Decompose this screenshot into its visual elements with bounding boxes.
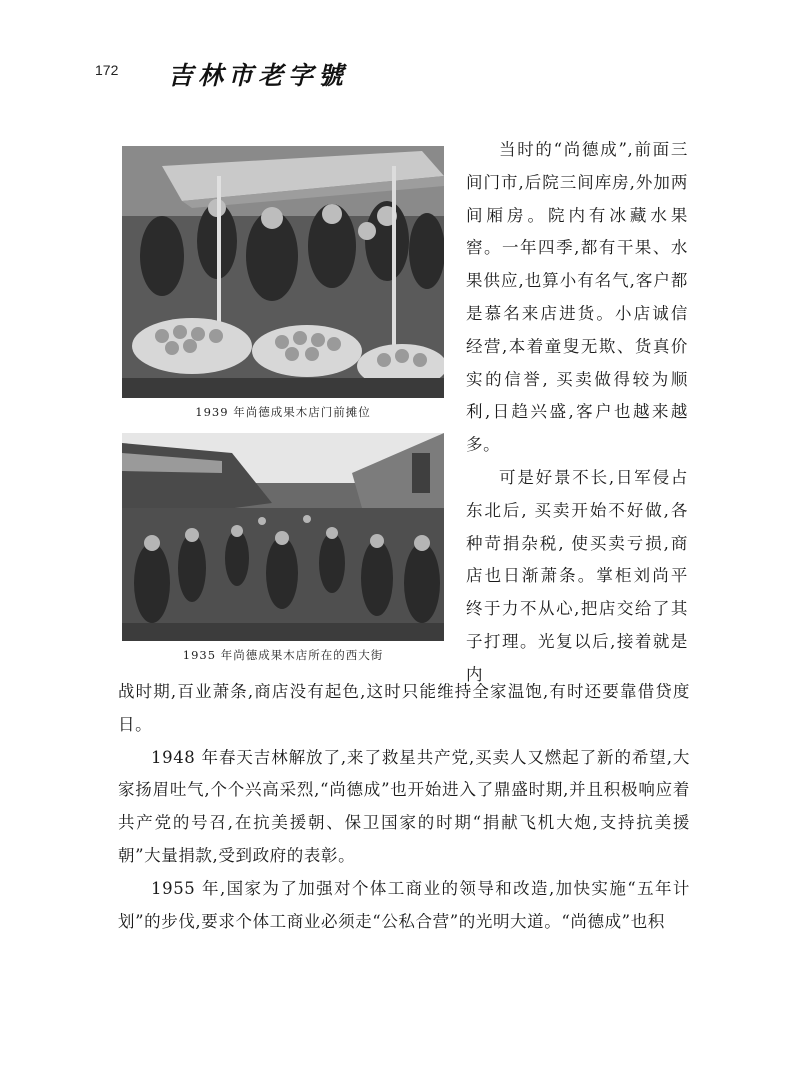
figure-west-street (122, 433, 444, 663)
paragraph: 战时期,百业萧条,商店没有起色,这时只能维持全家温饱,有时还要靠借贷度日。 (118, 682, 690, 734)
figure-caption: 1935 年尚德成果木店所在的西大街 (182, 648, 384, 662)
paragraph: 1948 年春天吉林解放了,来了救星共产党,买卖人又燃起了新的希望,大家扬眉吐气,个个兴高采烈,“尚德成”也开始进入了鼎盛时期,并且积极响应着共产党的号召,在抗美援朝、保卫国家的时期“捐献飞机大炮,支持抗美援朝”大量捐款,受到政府的表彰。 (118, 747, 690, 865)
fruit-stall-photo (122, 146, 444, 398)
book-title: 吉林市老字號 (168, 61, 349, 90)
paragraph: 当时的“尚德成”,前面三间门市,后院三间库房,外加两间厢房。院内有冰藏水果窖。一年四季,都有干果、水果供应,也算小有名气,客户都是慕名来店进货。小店诚信经营,本着童叟无欺、货真价实的信誉, 买卖做得较为顺利,日趋兴盛,客户也越来越多。 (466, 140, 688, 455)
page-number: 172 (95, 62, 119, 78)
figure-caption: 1939 年尚德成果木店门前摊位 (195, 405, 371, 419)
side-text-column (466, 134, 688, 692)
paragraph: 1955 年,国家为了加强对个体工商业的领导和改造,加快实施“五年计划”的步伐,要求个体工商业必须走“公私合营”的光明大道。“尚德成”也积 (118, 878, 690, 931)
body-text (118, 676, 690, 938)
paragraph: 可是好景不长,日军侵占东北后, 买卖开始不好做,各种苛捐杂税, 使买卖亏损,商店也日渐萧条。掌柜刘尚平终于力不从心,把店交给了其子打理。光复以后,接着就是内 (466, 467, 688, 684)
figure-fruit-stall (122, 146, 444, 420)
west-street-photo (122, 433, 444, 641)
